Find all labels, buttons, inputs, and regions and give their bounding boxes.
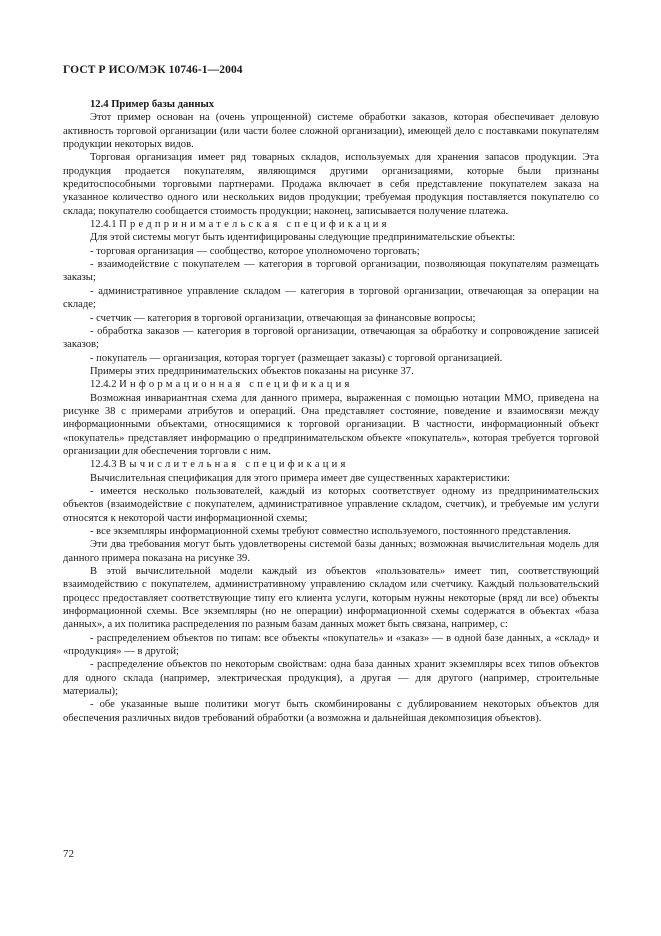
list-item: - покупатель — организация, которая торгует (размещает заказы) с торговой организацией. (90, 352, 503, 364)
list-item: - обе указанные выше политики могут быть скомбинированы с дублированием некоторых объектов для обеспечения различных видов требований обработки (а возможна и дальнейшая декомпозиция объектов). (63, 699, 599, 724)
subsection-title: Предпринимательская спецификация (119, 219, 390, 231)
paragraph: Эти два требования могут быть удовлетворены системой базы данных; возможная вычислительная модель для данного примера показана на рисунке 39. (63, 539, 599, 564)
list-item: - все экземпляры информационной схемы требуют совместно используемого, постоянного представления. (90, 526, 571, 537)
subsection-title: Информационная спецификация (119, 379, 353, 391)
page-number: 72 (63, 848, 74, 860)
list-item: - распределением объектов по типам: все объекты «покупатель» и «заказ» — в одной базе данных, а «склад» и «продукция» — в другой; (63, 632, 599, 658)
paragraph: Торговая организация имеет ряд товарных складов, используемых для хранения запасов продукции. Эта продукция продается покупателям, являющимся другими организациями, которые были признаны кредитоспособными торговыми партнерами. Продажа включает в себя представление покупателем заказа на указанное количество одного или нескольких видов продукции; требуемая продукция поставляется покупателю со склада; покупателю сообщается стоимость продукции; наконец, записывается получение платежа. (63, 152, 599, 217)
paragraph: Для этой системы могут быть идентифицированы следующие предпринимательские объекты: (90, 232, 516, 244)
subsection-heading (63, 218, 599, 231)
list-item: - взаимодействие с покупателем — категория в торговой организации, позволяющая покупателям размещать заказы; (63, 259, 599, 284)
list-item: - обработка заказов — категория в торговой организации, отвечающая за обработку и сопровождение записей заказов; (63, 325, 599, 351)
subsection-heading (63, 378, 599, 391)
document-header: ГОСТ Р ИСО/МЭК 10746-1—2004 (63, 64, 243, 76)
list-item: - счетчик — категория в торговой организации, отвечающая за финансовые вопросы; (90, 312, 476, 324)
list-item: - административное управление складом — категория в торговой организации, отвечающая за операции на складе; (63, 285, 599, 311)
list-item: - распределение объектов по некоторым свойствам: одна база данных хранит экземпляры всех типов объектов для одного склада (например, электрическая продукция), а другая — для другого (например, строительные материалы); (63, 659, 599, 698)
paragraph: Вычислительная спецификация для этого примера имеет две существенных характеристики: (90, 472, 510, 484)
section-heading: 12.4 Пример базы данных (90, 99, 215, 110)
subsection-title: Вычислительная спецификация (119, 459, 349, 471)
paragraph: Этот пример основан на (очень упрощенной) системе обработки заказов, которая обеспечивает деловую активность торговой организации (или части более сложной организации), имеющей дело с поставками покупателям продукции некоторых видов. (63, 112, 599, 151)
paragraph: Возможная инвариантная схема для данного примера, выраженная с помощью нотации ММО, приведена на рисунке 38 с примерами атрибутов и операций. Она представляет состояние, поведение и взаимосвязи между информационными объектами, относящимися к торговой организации. В частности, информационный объект «покупатель» представляет информацию о предпринимательском объекте «покупатель», которая требуется торговой организации для обеспечения торговли с ним. (63, 392, 599, 457)
list-item: - имеется несколько пользователей, каждый из которых соответствует одному из предпринимательских объектов (взаимодействие с покупателем, административное управление складом, счетчик), и требуемые им услуги относятся к некоторой части информационной схемы; (63, 485, 599, 524)
paragraph: Примеры этих предпринимательских объектов показаны на рисунке 37. (90, 365, 414, 377)
list-item: - торговая организация — сообщество, которое уполномочено торговать; (90, 245, 420, 257)
subsection-number: 12.4.3 (90, 459, 117, 471)
document-body (63, 98, 599, 725)
subsection-number: 12.4.1 (90, 219, 117, 231)
paragraph: В этой вычислительной модели каждый из объектов «пользователь» имеет тип, соответствующий взаимодействию с покупателем, административному управлению складом или счетчику. Каждый пользовательский процесс предоставляет соответствующие типу его клиента услуги, которым нужны некоторые (вряд ли все) объекты информационной схемы. Все экземпляры (но не операции) информационной схемы содержатся в объектах «база данных», а их политика распределения по разным базам данных может быть связана, например, с: (63, 566, 599, 631)
subsection-heading (63, 458, 599, 471)
subsection-number: 12.4.2 (90, 379, 117, 391)
